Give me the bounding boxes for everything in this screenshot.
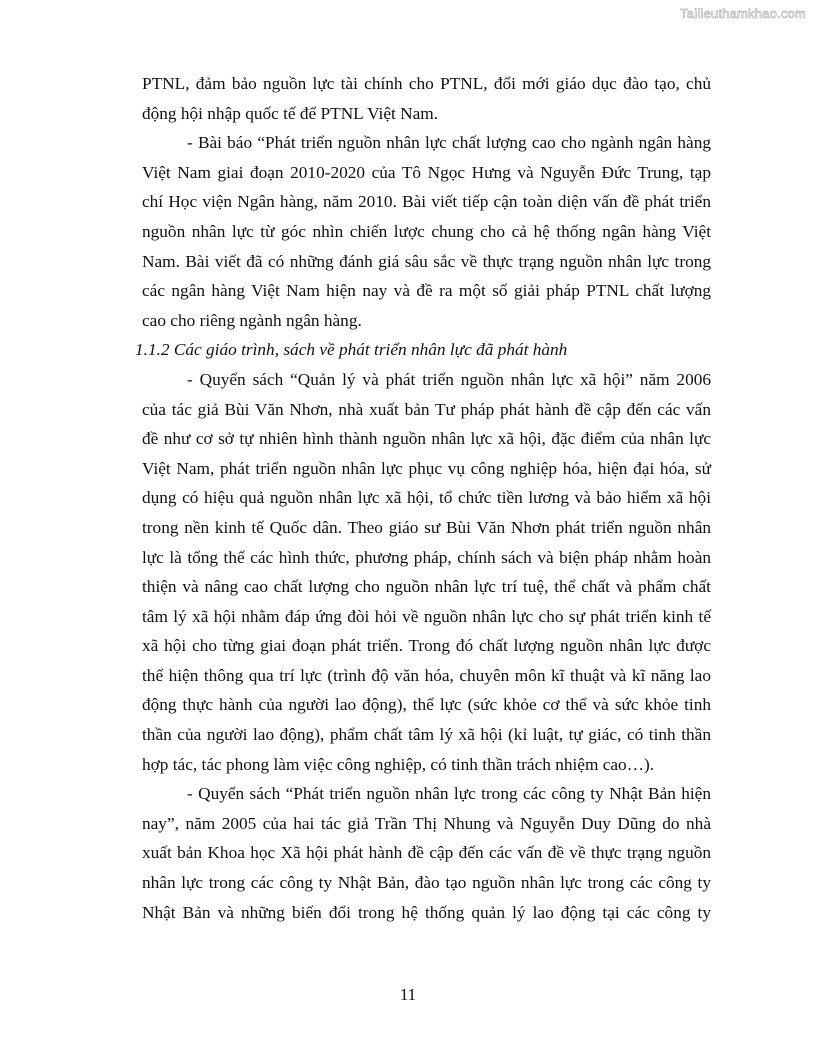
body-line: hợp tác, tác phong làm việc công nghiệp, có tinh thần trách nhiệm cao…). — [142, 754, 655, 774]
body-line: Nam. Bài viết đã có những đánh giá sâu sắc về thực trạng nguồn nhân lực trong — [142, 251, 711, 271]
body-line: các ngân hàng Việt Nam hiện nay và đề ra một số giải pháp PTNL chất lượng — [142, 281, 711, 301]
body-line: Việt Nam giai đoạn 2010-2020 của Tô Ngọc Hưng và Nguyễn Đức Trung, tạp — [142, 162, 711, 182]
body-line: thần của người lao động), phẩm chất tâm lý xã hội (kỉ luật, tự giác, có tinh thần — [142, 725, 711, 745]
paragraph-start-line: - Quyển sách “Quản lý và phát triển nguồn nhân lực xã hội” năm 2006 — [187, 369, 711, 389]
body-line: lực là tổng thể các hình thức, phương pháp, chính sách và biện pháp nhằm hoàn — [142, 547, 711, 567]
body-line: chí Học viện Ngân hàng, năm 2010. Bài viết tiếp cận toàn diện vấn đề phát triển — [142, 192, 711, 212]
body-line: thể hiện thông qua trí lực (trình độ văn hóa, chuyên môn kĩ thuật và kĩ năng lao — [142, 665, 711, 685]
body-line: dụng có hiệu quả nguồn nhân lực xã hội, tổ chức tiền lương và bảo hiểm xã hội — [142, 488, 711, 508]
body-line: đề như cơ sở tự nhiên hình thành nguồn nhân lực xã hội, đặc điểm của nhân lực — [142, 429, 711, 449]
paragraph-start-line: - Quyển sách “Phát triển nguồn nhân lực trong các công ty Nhật Bản hiện — [187, 784, 711, 804]
body-line: cao cho riêng ngành ngân hàng. — [142, 310, 362, 330]
body-line: nguồn nhân lực từ góc nhìn chiến lược chung cho cả hệ thống ngân hàng Việt — [142, 221, 711, 241]
page-number: 11 — [399, 985, 417, 1004]
body-line: động hội nhập quốc tế để PTNL Việt Nam. — [142, 103, 439, 123]
body-line: tâm lý xã hội nhằm đáp ứng đòi hỏi về nguồn nhân lực cho sự phát triển kinh tế — [142, 606, 711, 626]
body-line: trong nền kinh tế Quốc dân. Theo giáo sư Bùi Văn Nhơn phát triển nguồn nhân — [142, 517, 711, 537]
body-line: của tác giả Bùi Văn Nhơn, nhà xuất bản Tư pháp phát hành đề cập đến các vấn — [142, 399, 711, 419]
body-line: nhân lực trong các công ty Nhật Bản, đào tạo nguồn nhân lực trong các công ty — [142, 873, 711, 893]
paragraph-start-line: - Bài báo “Phát triển nguồn nhân lực chất lượng cao cho ngành ngân hàng — [187, 133, 711, 153]
body-line: PTNL, đảm bảo nguồn lực tài chính cho PTNL, đổi mới giáo dục đào tạo, chủ — [142, 74, 711, 93]
body-line: xã hội cho từng giai đoạn phát triển. Trong đó chất lượng nguồn nhân lực được — [142, 636, 711, 656]
body-line: Nhật Bản và những biến đổi trong hệ thống quản lý lao động tại các công ty — [142, 902, 711, 922]
body-line: xuất bản Khoa học Xã hội phát hành đề cập đến các vấn đề về thực trạng nguồn — [142, 843, 711, 863]
body-line: Việt Nam, phát triển nguồn nhân lực phục vụ công nghiệp hóa, hiện đại hóa, sử — [142, 458, 711, 478]
body-line: nay”, năm 2005 của hai tác giả Trần Thị Nhung và Nguyễn Duy Dũng do nhà — [142, 813, 711, 833]
section-heading: 1.1.2 Các giáo trình, sách về phát triển nhân lực đã phát hành — [135, 340, 568, 360]
body-line: thiện và nâng cao chất lượng cho nguồn nhân lực trí tuệ, thể chất và phẩm chất — [142, 577, 711, 597]
body-line: động thực hành của người lao động), thể lực (sức khỏe cơ thể và sức khỏe tinh — [142, 695, 711, 715]
watermark-text: Tailieuthamkhao.com — [680, 6, 806, 21]
document-body — [135, 69, 711, 927]
